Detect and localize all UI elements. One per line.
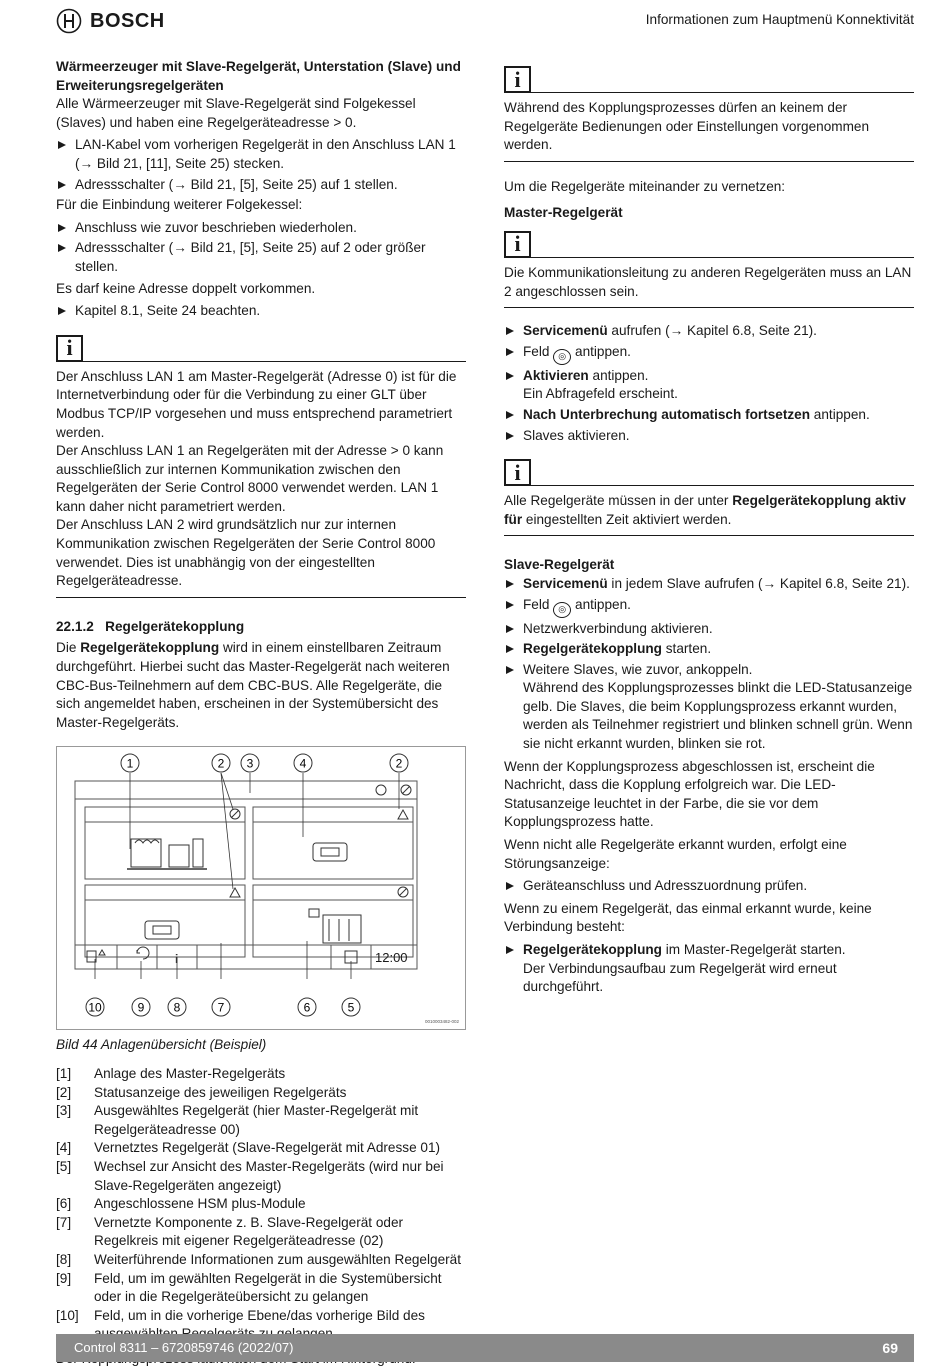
list-item: Adressschalter (→ Bild 21, [5], Seite 25) auf 2 oder größer stellen. <box>56 239 466 276</box>
document-id: Control 8311 – 6720859746 (2022/07) <box>74 1339 294 1355</box>
list-item <box>504 640 914 659</box>
legend-text: Anlage des Master-Regelgeräts <box>94 1066 286 1081</box>
clock-label: 12:00 <box>375 950 408 966</box>
legend-number: [7] <box>56 1214 72 1230</box>
callout-label: 5 <box>347 1000 355 1015</box>
divider <box>531 257 914 258</box>
legend-item <box>56 1084 466 1103</box>
callout-4 <box>294 754 312 772</box>
brand-name: BOSCH <box>90 9 165 32</box>
note-paragraph: Während des Kopplungsprozesses dürfen an keinem der Regelgeräte Bedienungen oder Einstellungen vorgenommen werden. <box>504 100 870 153</box>
text: Der Verbindungsaufbau zum Regelgerät wird erneut durchgeführt. <box>523 960 837 995</box>
legend-text: Wechsel zur Ansicht des Master-Regelgeräts (wird nur bei Slave-Regelgeräten angezeigt) <box>94 1158 444 1193</box>
legend-text: Ausgewähltes Regelgerät (hier Master-Regelgerät mit Regelgeräteadresse 00) <box>94 1103 419 1137</box>
list-item <box>504 322 914 341</box>
callout-2b <box>390 754 408 772</box>
text: antippen. <box>810 406 870 422</box>
legend-number: [4] <box>56 1140 72 1156</box>
callout-label: 9 <box>137 1000 145 1015</box>
section-heading <box>56 618 466 637</box>
text: Feld <box>523 343 554 359</box>
legend-number: [10] <box>56 1307 79 1323</box>
right-column <box>504 66 914 999</box>
tile-master-system <box>85 807 245 879</box>
list-item: Netzwerkverbindung aktivieren. <box>504 620 914 639</box>
callout-label: 10 <box>88 1000 102 1015</box>
callout-label: 7 <box>217 1000 225 1015</box>
legend-text: Feld, um in die vorherige Ebene/das vorherige Bild des <box>94 1307 425 1323</box>
master-steps <box>504 322 914 445</box>
info-icon: i <box>504 459 531 486</box>
list-item <box>504 406 914 425</box>
intro-paragraph: Alle Wärmeerzeuger mit Slave-Regelgerät sind Folgekessel (Slaves) und haben eine Regelgeräteadresse > 0. <box>56 96 416 130</box>
legend-number: [5] <box>56 1158 72 1174</box>
slave-steps <box>504 575 914 754</box>
legend-text: Statusanzeige des jeweiligen Regelgeräts <box>94 1084 347 1100</box>
text-bold: Regelgerätekopplung <box>80 640 220 656</box>
legend-number: [2] <box>56 1084 72 1100</box>
note-paragraph <box>504 492 914 529</box>
note-paragraph: Der Anschluss LAN 1 am Master-Regelgerät (Adresse 0) ist für die Internetverbindung oder für die Verbindung zu einer GLT über Modbus TCP/IP vorgesehen und muss entsprechend parametriert werden. <box>56 368 457 440</box>
figure-system-overview <box>56 746 466 1030</box>
list-item <box>504 367 914 404</box>
paragraph: Wenn nicht alle Regelgeräte erkannt wurden, erfolgt eine Störungsanzeige: <box>504 837 847 871</box>
callout-label: 2 <box>217 756 225 771</box>
system-overview-diagram <box>57 747 465 1029</box>
section-title: Regelgerätekopplung <box>105 618 245 634</box>
legend-text: Angeschlossene HSM plus-Module <box>94 1196 306 1212</box>
legend-item <box>56 1195 466 1214</box>
list-item <box>504 596 914 618</box>
text-bold: Nach Unterbrechung automatisch fortsetzen <box>523 406 811 422</box>
text: wird in einem einstellbaren Zeitraum durchgeführt. Hierbei sucht das Master-Regelgerät nach weiteren CBC-Bus-Teilnehmern auf dem CBC-BUS. Alle Regelgeräte, die sich angemeldet haben, erscheinen in der Systemübersicht des Master-Regelgeräts. <box>56 640 450 730</box>
network-field-icon: ◎ <box>553 602 571 618</box>
callout-label: 1 <box>126 756 134 771</box>
list-item: Slaves aktivieren. <box>504 427 914 446</box>
legend-item <box>56 1158 466 1195</box>
legend-item <box>56 1139 466 1158</box>
section-header-title: Informationen zum Hauptmenü Konnektivität <box>645 12 914 27</box>
callout-label: 2 <box>395 756 403 771</box>
figure-caption: Bild 44 Anlagenübersicht (Beispiel) <box>56 1037 267 1053</box>
text: antippen. <box>588 367 649 383</box>
legend-number: [3] <box>56 1103 72 1119</box>
section-number: 22.1.2 <box>56 618 94 634</box>
callout-1 <box>121 754 139 772</box>
divider <box>83 361 466 362</box>
text-bold: Aktivieren <box>523 367 589 383</box>
info-icon: i <box>504 66 531 93</box>
list-item: Kapitel 8.1, Seite 24 beachten. <box>56 302 466 321</box>
paragraph: Um die Regelgeräte miteinander zu vernetzen: <box>504 178 786 194</box>
text-bold: Servicemenü <box>523 323 608 339</box>
tile-hsm-modules <box>253 885 413 957</box>
subsection-heading: Slave-Regelgerät <box>504 557 615 573</box>
text: Alle Regelgeräte müssen in der unter <box>504 493 733 509</box>
callout-5 <box>342 998 360 1016</box>
callout-label: 3 <box>246 756 254 771</box>
info-icon: i <box>56 335 83 362</box>
text: Die <box>56 640 81 656</box>
legend-text: Feld, um im gewählten Regelgerät in die Systemübersicht oder in die Regelgeräteübersicht zu gelangen <box>94 1270 442 1305</box>
note-paragraph: Die Kommunikationsleitung zu anderen Regelgeräten muss an LAN 2 angeschlossen sein. <box>504 264 912 299</box>
text: in jedem Slave aufrufen (→ Kapitel 6.8, Seite 21). <box>607 575 910 591</box>
text-bold: Regelgerätekopplung aktiv für <box>504 493 906 527</box>
callout-label: 4 <box>299 756 307 771</box>
callout-8 <box>168 998 186 1016</box>
paragraph: Wenn der Kopplungsprozess abgeschlossen ist, erscheint die Nachricht, dass die Kopplung erfolgreich war. Die LED-Statusanzeige leuchtet in der Farbe, die sie vor dem Kopplungsprozess hatte. <box>504 758 875 830</box>
section-paragraph <box>56 639 466 732</box>
divider <box>531 485 914 486</box>
page-number: 69 <box>882 1339 898 1356</box>
text: antippen. <box>571 343 631 359</box>
text: Weitere Slaves, wie zuvor, ankoppeln. <box>523 661 753 677</box>
list-item: Anschluss wie zuvor beschrieben wiederholen. <box>56 219 466 238</box>
text: aufrufen (→ Kapitel 6.8, Seite 21). <box>607 323 817 339</box>
legend-item <box>56 1251 466 1270</box>
legend-number: [8] <box>56 1251 72 1267</box>
subsection-heading: Wärmeerzeuger mit Slave-Regelgerät, Unterstation (Slave) und Erweiterungsregelgeräten <box>56 59 461 93</box>
info-icon: i <box>504 231 531 258</box>
text: Ein Abfragefeld erscheint. <box>523 386 678 402</box>
callout-3 <box>241 754 259 772</box>
figure-legend <box>56 1065 466 1344</box>
text-bold: Regelgerätekopplung <box>523 942 662 957</box>
callout-9 <box>132 998 150 1016</box>
note-paragraph: Der Anschluss LAN 1 an Regelgeräten mit der Adresse > 0 kann ausschließlich zur internen Kommunikation zwischen den Regelgeräten der Serie Control 8000 verwendet werden. LAN 1 kann daher nicht parametriert werden. <box>56 443 444 514</box>
text: eingestellten Zeit aktiviert werden. <box>522 511 732 527</box>
legend-number: [6] <box>56 1196 72 1212</box>
callout-2 <box>212 754 230 772</box>
note-head <box>504 66 914 93</box>
list-item <box>504 661 914 754</box>
divider <box>531 92 914 93</box>
note-head <box>504 231 914 258</box>
bosch-logo-icon <box>56 8 82 34</box>
info-note <box>504 66 914 162</box>
text: antippen. <box>571 596 631 612</box>
left-column <box>56 58 466 1369</box>
list-item <box>504 575 914 594</box>
list-item <box>504 941 914 997</box>
callout-6 <box>298 998 316 1016</box>
list-item <box>504 343 914 365</box>
legend-text: Weiterführende Informationen zum ausgewählten Regelgerät <box>94 1251 461 1267</box>
subsection-heading: Master-Regelgerät <box>504 205 623 221</box>
network-field-icon: ◎ <box>553 349 571 365</box>
callout-7 <box>212 998 230 1016</box>
note-head <box>504 459 914 486</box>
legend-item <box>56 1102 466 1139</box>
text-bold: Servicemenü <box>523 575 608 591</box>
legend-number: [1] <box>56 1066 72 1081</box>
callout-label: 6 <box>303 1000 311 1015</box>
info-note <box>504 231 914 308</box>
legend-number: [9] <box>56 1270 72 1286</box>
info-note <box>504 459 914 536</box>
legend-item <box>56 1214 466 1251</box>
text: starten. <box>661 641 712 657</box>
image-code: 0010003482-002 <box>424 1019 459 1025</box>
text: im Master-Regelgerät starten. <box>661 942 846 957</box>
paragraph: Es darf keine Adresse doppelt vorkommen. <box>56 280 316 296</box>
info-note <box>56 335 466 598</box>
paragraph: Wenn zu einem Regelgerät, das einmal erkannt wurde, keine Verbindung besteht: <box>504 900 872 935</box>
list-item: LAN-Kabel vom vorherigen Regelgerät in den Anschluss LAN 1 (→ Bild 21, [11], Seite 25) stecken. <box>56 136 466 173</box>
callout-label: 8 <box>173 1000 181 1015</box>
page-footer <box>56 1334 914 1362</box>
paragraph: Für die Einbindung weiterer Folgekessel: <box>56 197 303 213</box>
list-item: Adressschalter (→ Bild 21, [5], Seite 25) auf 1 stellen. <box>56 176 466 195</box>
text-bold: Regelgerätekopplung <box>523 641 662 657</box>
info-button-icon: i <box>175 952 179 967</box>
legend-text: Vernetztes Regelgerät (Slave-Regelgerät mit Adresse 01) <box>94 1140 441 1156</box>
legend-item <box>56 1065 466 1084</box>
note-paragraph: Der Anschluss LAN 2 wird grundsätzlich nur zur internen Kommunikation zwischen Regelgeräten der Serie Control 8000 verwendet. Dies ist unabhängig von der eingestellten Regelgeräteadresse. <box>56 517 436 589</box>
legend-item <box>56 1270 466 1307</box>
text: Feld <box>523 596 554 612</box>
legend-text: Vernetzte Komponente z. B. Slave-Regelgerät oder Regelkreis mit eigener Regelgeräteadresse (02) <box>94 1214 404 1249</box>
brand <box>56 8 165 34</box>
list-item: Geräteanschluss und Adresszuordnung prüfen. <box>504 877 914 896</box>
text: Während des Kopplungsprozesses blinkt die LED-Statusanzeige gelb. Die Slaves, die beim Kopplungsprozess erkannt wurden, werden als Teilnehmer registriert und blinken schnell grün. Wenn sie nicht erkannt wurden, blinken sie rot. <box>523 680 913 752</box>
callout-10 <box>86 998 104 1016</box>
note-head <box>56 335 466 362</box>
